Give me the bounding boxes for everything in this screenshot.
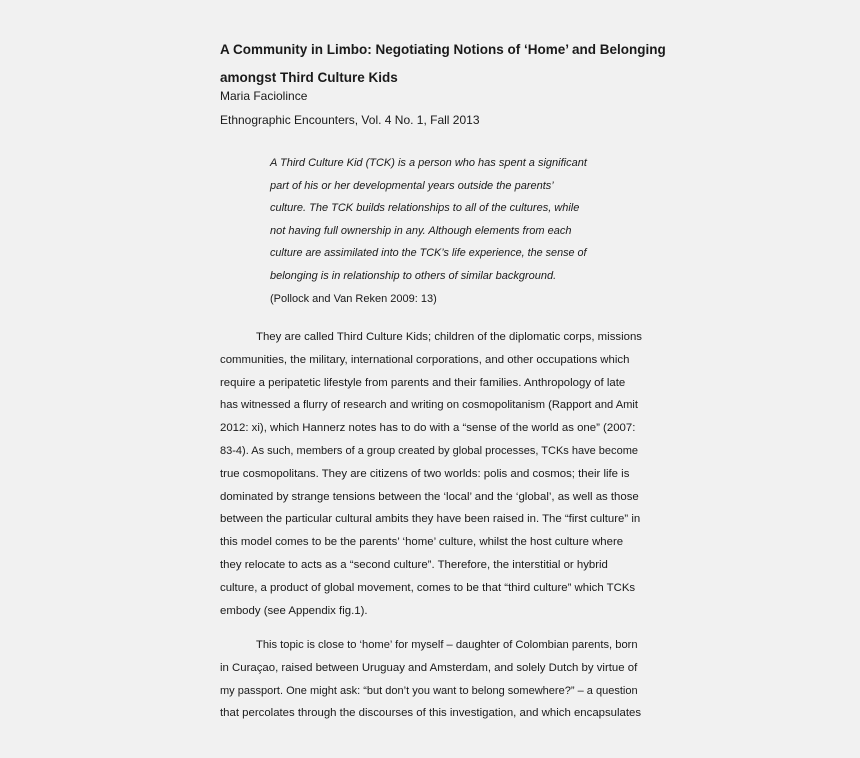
paragraph-line: embody (see Appendix fig.1). [220,604,368,617]
paragraph-line: culture, a product of global movement, comes to be that “third culture” which TCKs [220,581,636,594]
paragraph-line: dominated by strange tensions between the ‘local’ and the ‘global’, as well as those [220,490,639,503]
paragraph-line: in Curaçao, raised between Uruguay and Amsterdam, and solely Dutch by virtue of [220,661,638,674]
paragraph-line: communities, the military, international corporations, and other occupations which [220,353,630,366]
paragraph-line: 2012: xi), which Hannerz notes has to do with a “sense of the world as one” (2007: [220,422,636,435]
block-quote [270,152,590,310]
title-line-2: amongst Third Culture Kids [220,70,398,85]
journal-reference: Ethnographic Encounters, Vol. 4 No. 1, Fall 2013 [220,113,480,127]
article-title [220,36,820,92]
quote-line: part of his or her developmental years outside the parents’ [270,179,554,192]
quote-line: not having full ownership in any. Although elements from each [270,224,572,237]
paragraph-line: they relocate to acts as a “second culture”. Therefore, the interstitial or hybrid [220,558,608,571]
quote-citation: (Pollock and Van Reken 2009: 13) [270,292,437,305]
body-paragraph-1 [220,326,642,622]
author-name: Maria Faciolince [220,89,308,103]
paragraph-line: 83-4). As such, members of a group created by global processes, TCKs have become [220,444,638,457]
title-line-1: A Community in Limbo: Negotiating Notions of ‘Home’ and Belonging [220,42,666,57]
paragraph-line: has witnessed a flurry of research and writing on cosmopolitanism (Rapport and Amit [220,399,638,412]
paragraph-line: require a peripatetic lifestyle from parents and their families. Anthropology of late [220,376,626,389]
paragraph-line: my passport. One might ask: “but don’t you want to belong somewhere?” – a question [220,684,638,697]
body-paragraph-2 [220,634,642,725]
paragraph-line: true cosmopolitans. They are citizens of two worlds: polis and cosmos; their life is [220,467,630,480]
quote-line: A Third Culture Kid (TCK) is a person who has spent a significant [270,157,587,169]
paragraph-line: between the particular cultural ambits they have been raised in. The “first culture” in [220,513,641,526]
quote-line: culture. The TCK builds relationships to all of the cultures, while [270,202,580,215]
paragraph-line: that percolates through the discourses of this investigation, and which encapsulates [220,707,642,720]
paragraph-line: this model comes to be the parents’ ‘home’ culture, whilst the host culture where [220,536,624,549]
paragraph-line: This topic is close to ‘home’ for myself – daughter of Colombian parents, born [256,639,638,651]
quote-line: belonging is in relationship to others of similar background. [270,269,557,282]
quote-line: culture are assimilated into the TCK’s life experience, the sense of [270,247,587,260]
paragraph-line: They are called Third Culture Kids; children of the diplomatic corps, missions [256,331,642,343]
